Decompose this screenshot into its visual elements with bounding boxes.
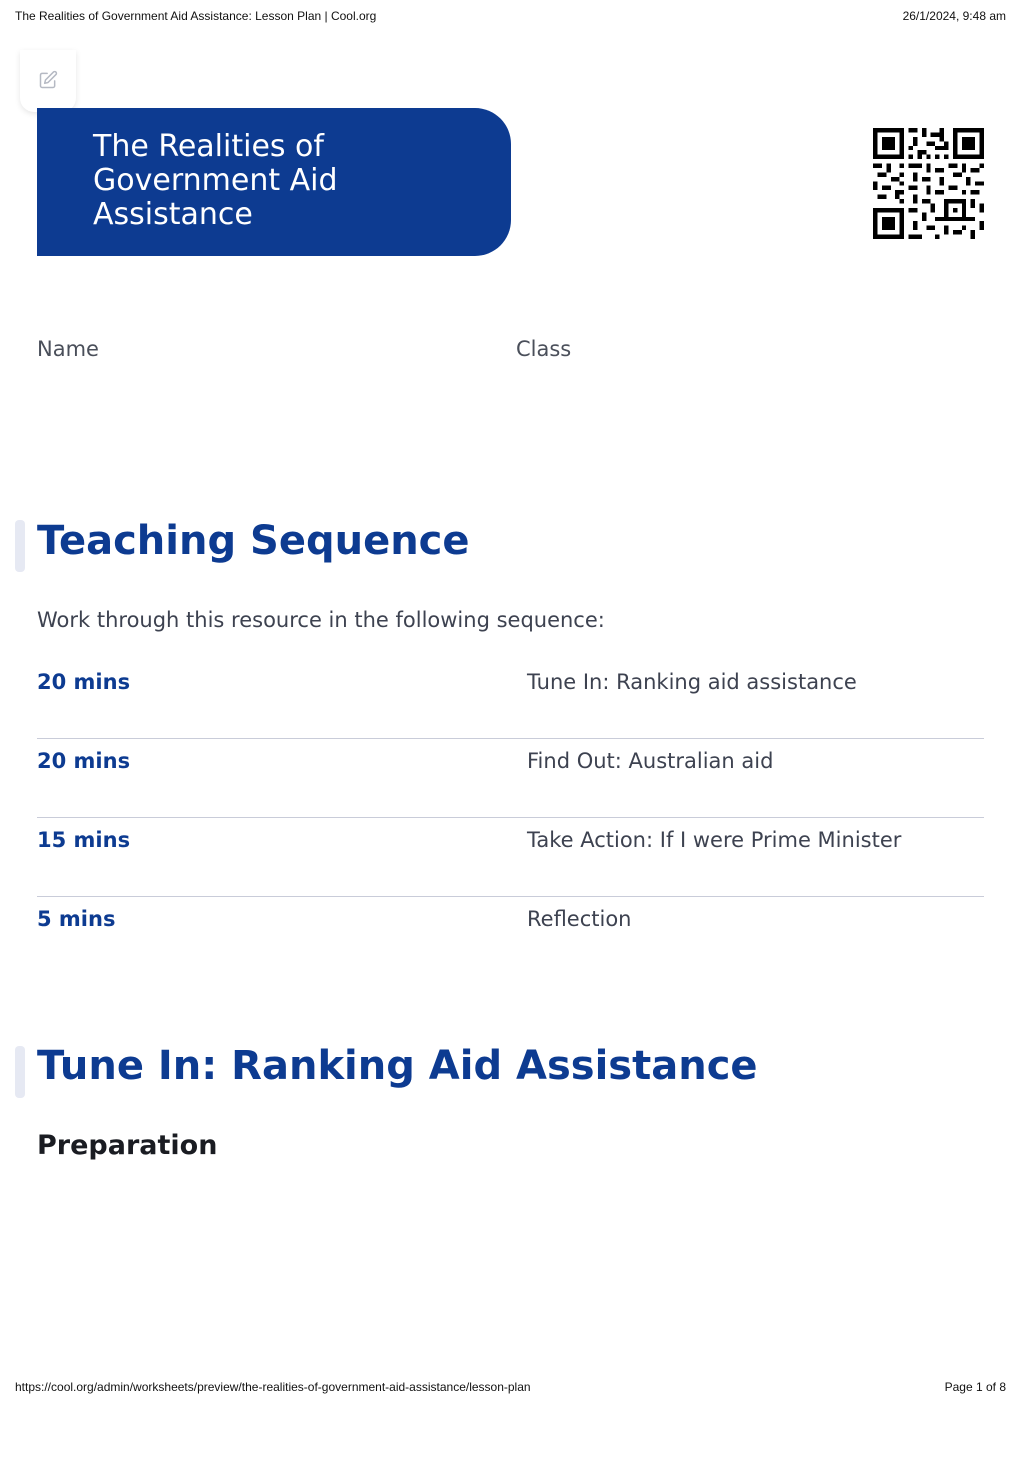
sequence-time: 15 mins bbox=[37, 828, 131, 852]
section-accent-bar bbox=[15, 1046, 25, 1098]
page-title: The Realities of Government Aid Assistance bbox=[93, 129, 338, 232]
section-accent-bar bbox=[15, 520, 25, 572]
print-footer bbox=[15, 1380, 1006, 1394]
print-header bbox=[15, 9, 1006, 23]
qr-code bbox=[873, 128, 984, 239]
edit-button[interactable] bbox=[20, 50, 76, 112]
sequence-activity: Find Out: Australian aid bbox=[527, 749, 774, 773]
tune-in-heading: Tune In: Ranking Aid Assistance bbox=[37, 1043, 758, 1089]
teaching-sequence-intro: Work through this resource in the following sequence: bbox=[37, 608, 605, 632]
teaching-sequence-heading: Teaching Sequence bbox=[37, 518, 470, 564]
edit-icon bbox=[38, 70, 58, 90]
print-footer-page-number: Page 1 of 8 bbox=[944, 1380, 1006, 1394]
teaching-sequence-table bbox=[37, 660, 984, 976]
print-header-datetime: 26/1/2024, 9:48 am bbox=[902, 9, 1006, 23]
sequence-activity: Take Action: If I were Prime Minister bbox=[527, 828, 902, 852]
sequence-activity: Tune In: Ranking aid assistance bbox=[527, 670, 857, 694]
sequence-row bbox=[37, 818, 984, 897]
sequence-row bbox=[37, 660, 984, 739]
sequence-time: 5 mins bbox=[37, 907, 116, 931]
title-banner bbox=[37, 108, 511, 256]
sequence-row bbox=[37, 739, 984, 818]
sequence-activity: Reflection bbox=[527, 907, 632, 931]
name-field-label: Name bbox=[37, 337, 99, 361]
class-field-label: Class bbox=[516, 337, 572, 361]
sequence-time: 20 mins bbox=[37, 749, 131, 773]
sequence-time: 20 mins bbox=[37, 670, 131, 694]
print-footer-url: https://cool.org/admin/worksheets/preview/the-realities-of-government-aid-assistance/lesson-plan bbox=[15, 1380, 531, 1394]
sequence-row bbox=[37, 897, 984, 976]
print-header-title: The Realities of Government Aid Assistance: Lesson Plan | Cool.org bbox=[15, 9, 377, 23]
preparation-subheading: Preparation bbox=[37, 1130, 218, 1161]
